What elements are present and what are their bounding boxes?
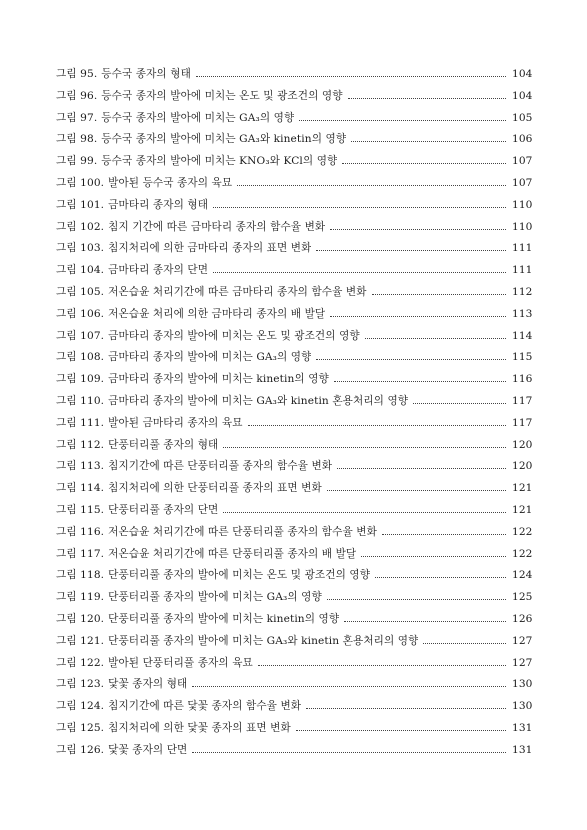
figure-title: 등수국 종자의 발아에 미치는 온도 및 광조건의 영향 [101,89,343,102]
dot-leader [223,512,506,513]
figure-number: 그림 100. [56,176,105,189]
figure-title: 저온습윤 처리기간에 따른 금마타리 종자의 함수율 변화 [108,285,367,298]
dot-leader [192,686,506,687]
toc-entry[interactable] [56,175,532,197]
figure-title: 닻꽃 종자의 단면 [108,743,188,756]
toc-entry[interactable] [56,240,532,262]
figure-number: 그림 124. [56,700,105,713]
dot-leader [296,730,506,731]
figure-number: 그림 97. [56,111,98,124]
figure-number: 그림 107. [56,329,105,342]
page-number: 114 [512,329,533,342]
dot-leader [223,447,506,448]
figure-number: 그림 123. [56,678,105,691]
page-number: 130 [512,678,533,691]
dot-leader [213,272,506,273]
page-number: 121 [512,482,533,495]
page-number: 113 [512,307,533,320]
figure-number: 그림 103. [56,242,105,255]
dot-leader [423,643,506,644]
page-number: 107 [512,176,533,189]
figure-number: 그림 106. [56,307,105,320]
figure-number: 그림 102. [56,220,105,233]
dot-leader [316,359,506,360]
figure-title: 침지 기간에 따른 금마타리 종자의 함수율 변화 [108,220,326,233]
figure-number: 그림 121. [56,634,105,647]
dot-leader [413,403,506,404]
toc-entry[interactable] [56,306,532,328]
figure-title: 금마타리 종자의 발아에 미치는 kinetin의 영향 [108,373,329,386]
dot-leader [337,468,506,469]
page-number: 106 [512,133,533,146]
page-number: 131 [512,743,533,756]
figure-number: 그림 115. [56,503,105,516]
page-number: 115 [512,351,533,364]
figure-title: 단풍터리풀 종자의 단면 [108,503,219,516]
figure-number: 그림 96. [56,89,98,102]
figure-title: 침지처리에 의한 금마타리 종자의 표면 변화 [108,242,312,255]
toc-entry[interactable] [56,524,532,546]
page-number: 121 [512,503,533,516]
figure-title: 발아된 금마타리 종자의 육묘 [108,416,243,429]
figure-title: 단풍터리풀 종자의 형태 [108,438,219,451]
toc-entry[interactable] [56,262,532,284]
page-number: 112 [512,285,533,298]
figure-title: 저온습윤 처리에 의한 금마타리 종자의 배 발달 [108,307,326,320]
toc-entry[interactable] [56,720,532,742]
dot-leader [351,141,506,142]
dot-leader [316,250,506,251]
figure-title: 금마타리 종자의 발아에 미치는 GA₃와 kinetin 혼용처리의 영향 [108,394,409,407]
figure-title: 단풍터리풀 종자의 발아에 미치는 GA₃의 영향 [108,591,322,604]
dot-leader [330,229,506,230]
toc-entry[interactable] [56,197,532,219]
figure-title: 침지처리에 의한 닻꽃 종자의 표면 변화 [108,721,291,734]
toc-entry[interactable] [56,415,532,437]
figure-title: 발아된 등수국 종자의 육묘 [108,176,233,189]
dot-leader [361,556,506,557]
toc-entry[interactable] [56,66,532,88]
figure-title: 닻꽃 종자의 형태 [108,678,188,691]
figure-number: 그림 101. [56,198,105,211]
page-number: 120 [512,460,533,473]
dot-leader [348,98,506,99]
dot-leader [192,752,506,753]
page-number: 120 [512,438,533,451]
figure-number: 그림 110. [56,394,105,407]
toc-entry[interactable] [56,393,532,415]
page-number: 127 [512,634,533,647]
dot-leader [299,120,506,121]
figure-number: 그림 99. [56,155,98,168]
figure-number: 그림 117. [56,547,105,560]
figure-number: 그림 109. [56,373,105,386]
figure-title: 금마타리 종자의 형태 [108,198,209,211]
dot-leader [375,577,506,578]
page-number: 105 [512,111,533,124]
figure-title: 단풍터리풀 종자의 발아에 미치는 GA₃와 kinetin 혼용처리의 영향 [108,634,419,647]
figure-number: 그림 126. [56,743,105,756]
dot-leader [382,534,506,535]
figure-title: 침지기간에 따른 단풍터리풀 종자의 함수율 변화 [108,460,333,473]
dot-leader [196,76,506,77]
toc-entry[interactable] [56,480,532,502]
page-number: 125 [512,591,533,604]
figure-number: 그림 111. [56,416,105,429]
dot-leader [327,599,506,600]
toc-entry[interactable] [56,88,532,110]
dot-leader [372,294,506,295]
page-number: 104 [512,68,533,80]
toc-entry[interactable] [56,698,532,720]
dot-leader [327,490,506,491]
figure-number: 그림 119. [56,591,105,604]
page-number: 124 [512,569,533,582]
page-number: 116 [512,373,533,386]
figure-title: 저온습윤 처리기간에 따른 단풍터리풀 종자의 함수율 변화 [108,525,377,538]
page-number: 117 [512,394,533,407]
page-number: 107 [512,155,533,168]
figure-title: 저온습윤 처리기간에 따른 단풍터리풀 종자의 배 발달 [108,547,357,560]
toc-entry[interactable] [56,633,532,655]
figure-title: 발아된 단풍터리풀 종자의 육묘 [108,656,253,669]
page-number: 126 [512,612,533,625]
dot-leader [365,338,506,339]
toc-entry[interactable] [56,589,532,611]
toc-entry[interactable] [56,742,532,764]
figure-number: 그림 105. [56,285,105,298]
dot-leader [306,708,506,709]
dot-leader [237,185,506,186]
figure-title: 등수국 종자의 발아에 미치는 GA₃와 kinetin의 영향 [101,133,347,146]
page-number: 131 [512,721,533,734]
figure-title: 금마타리 종자의 발아에 미치는 GA₃의 영향 [108,351,312,364]
figure-number: 그림 114. [56,482,105,495]
toc-entry[interactable] [56,546,532,568]
dot-leader [248,425,506,426]
toc-entry[interactable] [56,131,532,153]
toc-entry[interactable] [56,458,532,480]
figure-title: 등수국 종자의 형태 [101,68,191,80]
figure-title: 단풍터리풀 종자의 발아에 미치는 온도 및 광조건의 영향 [108,569,371,582]
page-number: 111 [512,264,533,277]
page-number: 110 [512,220,533,233]
toc-entry[interactable] [56,153,532,175]
toc-entry[interactable] [56,611,532,633]
figure-number: 그림 113. [56,460,105,473]
figure-title: 금마타리 종자의 발아에 미치는 온도 및 광조건의 영향 [108,329,360,342]
figure-title: 등수국 종자의 발아에 미치는 KNO₃와 KCl의 영향 [101,155,338,168]
dot-leader [330,316,506,317]
figure-number: 그림 95. [56,68,98,80]
figure-number: 그림 125. [56,721,105,734]
dot-leader [344,621,506,622]
dot-leader [258,665,506,666]
dot-leader [334,381,506,382]
toc-entry[interactable] [56,502,532,524]
toc-entry[interactable] [56,219,532,241]
figure-title: 침지처리에 의한 단풍터리풀 종자의 표면 변화 [108,482,322,495]
figure-number: 그림 116. [56,525,105,538]
page-number: 104 [512,89,533,102]
figure-title: 금마타리 종자의 단면 [108,264,209,277]
page-number: 130 [512,700,533,713]
figure-number: 그림 108. [56,351,105,364]
page-number: 122 [512,547,533,560]
toc-entry[interactable] [56,284,532,306]
toc-entry[interactable] [56,676,532,698]
toc-entry[interactable] [56,437,532,459]
figure-number: 그림 98. [56,133,98,146]
page-number: 117 [512,416,533,429]
toc-entry[interactable] [56,110,532,132]
dot-leader [213,207,506,208]
figure-number: 그림 118. [56,569,105,582]
page-number: 111 [512,242,533,255]
toc-entry[interactable] [56,567,532,589]
table-of-figures [56,66,532,764]
page-number: 127 [512,656,533,669]
toc-entry[interactable] [56,371,532,393]
toc-entry[interactable] [56,328,532,350]
page-number: 122 [512,525,533,538]
figure-title: 등수국 종자의 발아에 미치는 GA₃의 영향 [101,111,295,124]
figure-number: 그림 104. [56,264,105,277]
figure-number: 그림 120. [56,612,105,625]
figure-title: 침지기간에 따른 닻꽃 종자의 함수율 변화 [108,700,302,713]
toc-entry[interactable] [56,349,532,371]
toc-entry[interactable] [56,655,532,677]
dot-leader [342,163,506,164]
figure-number: 그림 112. [56,438,105,451]
page-number: 110 [512,198,533,211]
figure-number: 그림 122. [56,656,105,669]
figure-title: 단풍터리풀 종자의 발아에 미치는 kinetin의 영향 [108,612,340,625]
